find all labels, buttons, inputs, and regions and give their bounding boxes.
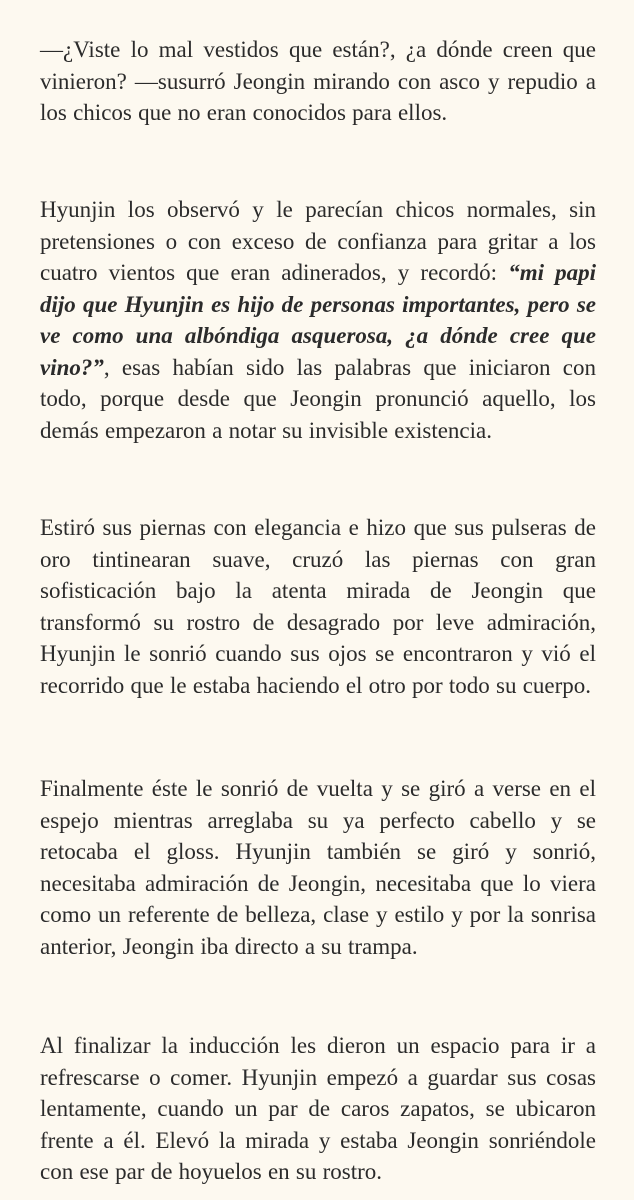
paragraph-5: Al finalizar la inducción les dieron un espacio para ir a refrescarse o comer. Hyunjin empezó a guardar sus cosas lentamente, cuando un par de caros zapatos, se ubicaron frente a él. Elevó la mirada y estaba Jeongin sonriéndole con ese par de hoyuelos en su rostro. <box>40 1033 596 1184</box>
paragraph-4: Finalmente éste le sonrió de vuelta y se giró a verse en el espejo mientras arreglaba su ya perfecto cabello y se retocaba el gloss. Hyunjin también se giró y sonrió, necesitaba admiración de Jeongin, necesitaba que lo viera como un referente de belleza, clase y estilo y por la sonrisa anterior, Jeongin iba directo a su trampa. <box>40 776 596 959</box>
paragraph-2-intro: Hyunjin los observó y le parecían chicos normales, sin pretensiones o con exceso de confianza para gritar a los cuatro vientos que eran adinerados, y recordó: <box>40 197 596 285</box>
paragraph-2-outro: , esas habían sido las palabras que iniciaron con todo, porque desde que Jeongin pronunció aquello, los demás empezaron a notar su invisible existencia. <box>40 354 596 443</box>
paragraph-1: —¿Viste lo mal vestidos que están?, ¿a dónde creen que vinieron? —susurró Jeongin mirando con asco y repudio a los chicos que no eran conocidos para ellos. <box>40 37 596 125</box>
paragraph-2 <box>40 194 596 446</box>
paragraph-3: Estiró sus piernas con elegancia e hizo que sus pulseras de oro tintinearan suave, cruzó las piernas con gran sofisticación bajo la atenta mirada de Jeongin que transformó su rostro de desagrado por leve admiración, Hyunjin le sonrió cuando sus ojos se encontraron y vió el recorrido que le estaba haciendo el otro por todo su cuerpo. <box>40 515 596 698</box>
paragraph-2-quote: “mi papi dijo que Hyunjin es hijo de personas importantes, pero se ve como una albóndiga asquerosa, ¿a dónde cree que vino?” <box>40 260 596 380</box>
